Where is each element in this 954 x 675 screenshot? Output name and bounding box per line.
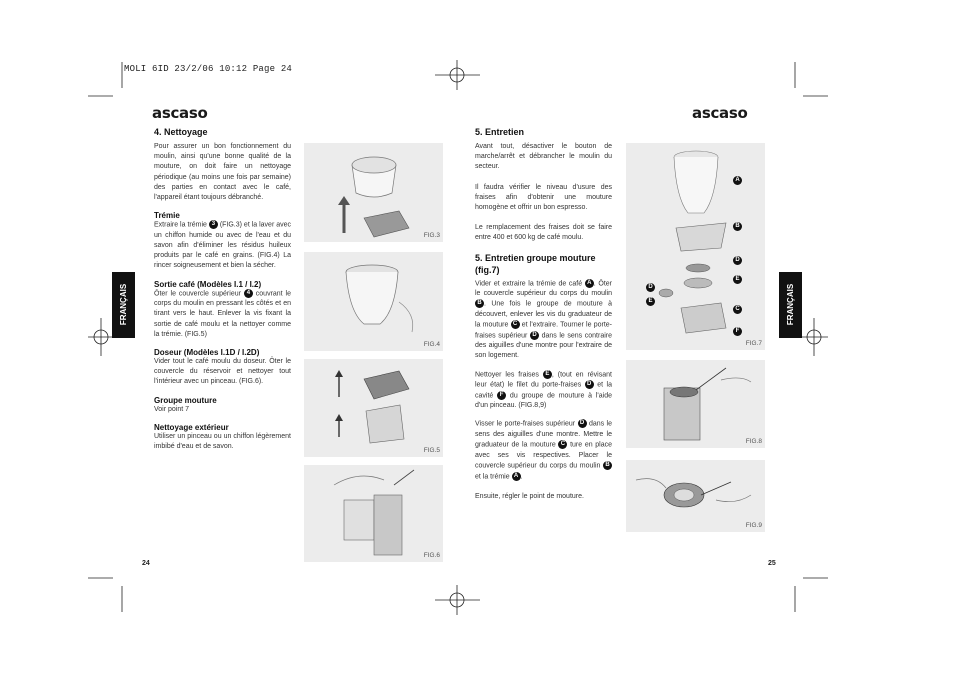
figure-6 xyxy=(304,465,443,562)
figure-3 xyxy=(304,143,443,242)
step-text: et l'extraire. xyxy=(521,321,559,329)
page-number-left: 24 xyxy=(142,560,150,567)
badge-a: A xyxy=(512,472,521,481)
tremie-text-a: Extraire la trémie xyxy=(154,221,207,229)
right-column-text: Avant tout, désactiver le bouton de marche/arrêt et débrancher le moulin du secteur. Il faudra vérifier le niveau d'usure des fraises afin d'obtenir une mouture homogène et offrir un bon espresso. Le remplacement des fraises doit se faire entre 400 et 600 kg de café moulu. 5. Entretien groupe mouture (fig.7) Vider et extraire la trémie de café A . Ôter le couvercle supérieur du corps du moulin B . Une fois le groupe de mouture à découvert, enlever les vis du graduateur de la mouture C et l'extraire. Tourner le porte-fraises supérieur D dans le sens contraire des aiguilles d'une montre pour l'extraire de son logement. Nettoyer les fraises E , (tout en révisant leur état) le filet du porte-fraises D et la cavité F du groupe de mouture à l'aide d'un pinceau. (FIG.8,9) Visser le porte-fraises supérieur D dans le sens des aiguilles d'une montre. Mettre le graduateur de la mouture C ture en place avec ses vis respectives. Placer le couvercle supérieur du corps du moulin B et la trémie A . Ensuite, régler le point de mouture. xyxy=(475,142,612,502)
fig-label: FIG.8 xyxy=(745,438,762,445)
page-number-right: 25 xyxy=(768,560,776,567)
fig7-badge-e: E xyxy=(733,275,742,284)
brand-logo-left: ascaso xyxy=(152,104,208,122)
entretien-p1: Avant tout, désactiver le bouton de marche/arrêt et débrancher le moulin du secteur. xyxy=(475,143,612,171)
step-text: , (tout en révisant leur état) le filet du porte-fraises xyxy=(475,370,612,389)
badge-c: C xyxy=(511,320,520,329)
tremie-heading: Trémie xyxy=(154,211,180,221)
step-text: et la cavité xyxy=(475,381,612,400)
fig7-badge-a: A xyxy=(733,176,742,185)
section-title-entretien: 5. Entretien xyxy=(475,127,525,137)
section-title-nettoyage: 4. Nettoyage xyxy=(154,127,208,137)
fig7-badge-c: C xyxy=(733,305,742,314)
step-text: ture en place avec ses vis respectives. Placer le couvercle supérieur du corps du moulin xyxy=(475,441,612,470)
step-text: et la trémie xyxy=(475,472,510,480)
registration-mark-bottom xyxy=(435,585,480,615)
groupe-heading: Groupe mouture xyxy=(154,395,217,405)
step-text: Visser le porte-fraises supérieur xyxy=(475,420,576,428)
step-text: Nettoyer les fraises xyxy=(475,370,539,378)
registration-mark-left xyxy=(88,318,115,356)
fig7-badge-d: D xyxy=(733,256,742,265)
groupe-text: Voir point 7 xyxy=(154,405,190,413)
language-tab-left: FRANÇAIS xyxy=(112,272,135,338)
fig-label: FIG.3 xyxy=(423,232,440,239)
language-tab-right: FRANÇAIS xyxy=(779,272,802,338)
sortie-text-a: Ôter le couvercle supérieur xyxy=(154,289,241,297)
figure-9 xyxy=(626,460,765,532)
badge-b: B xyxy=(603,461,612,470)
step-text: dans le sens contraire des aiguilles d'une montre pour l'extraire de son logement. xyxy=(475,332,612,360)
sortie-heading: Sortie café (Modèles I.1 / I.2) xyxy=(154,279,262,289)
fig7-badge-b: B xyxy=(733,222,742,231)
step-text: Tourner le porte-fraises supérieur xyxy=(475,321,612,340)
step-text: du groupe de mouture à l'aide d'un pinceau. (FIG.8,9) xyxy=(475,392,612,410)
badge-d: D xyxy=(530,331,539,340)
groupe-mouture-heading: 5. Entretien groupe mouture (fig.7) xyxy=(475,252,596,275)
fig-label: FIG.5 xyxy=(423,447,440,454)
step-text: . Une fois le groupe de mouture à découvert, enlever les vis du graduateur de la mouture xyxy=(475,300,612,329)
badge-b: B xyxy=(475,299,484,308)
badge-d: D xyxy=(578,419,587,428)
print-header: MOLI 6ID 23/2/06 10:12 Page 24 xyxy=(124,64,293,74)
figure-7 xyxy=(626,143,765,350)
step-text: dans le sens des aiguilles d'une montre. Mettre le graduateur de la mouture xyxy=(475,420,612,449)
registration-mark-top xyxy=(435,60,480,90)
doseur-text: Vider tout le café moulu du doseur. Ôter le couvercle du réservoir et nettoyer tout l'intérieur avec un pinceau. (FIG.6). xyxy=(154,357,291,386)
badge-a: A xyxy=(585,279,594,288)
badge-f: F xyxy=(497,391,506,400)
left-column-text xyxy=(154,142,291,452)
figure-4 xyxy=(304,252,443,351)
entretien-p2: Il faudra vérifier le niveau d'usure des fraises afin d'obtenir une mouture homogène et offrir un bon espresso. xyxy=(475,183,612,212)
fig7-badge-f: F xyxy=(733,327,742,336)
entretien-p3: Le remplacement des fraises doit se faire entre 400 et 600 kg de café moulu. xyxy=(475,224,612,242)
intro-paragraph: Pour assurer un bon fonctionnement du moulin, ainsi qu'une bonne qualité de la mouture, on doit faire un nettoyage périodique (au moins une fois par semaine) des parties en contact avec le café, l'appareil étant toujours débranché. xyxy=(154,143,291,202)
step-badge: 4 xyxy=(244,289,253,298)
brand-logo-right: ascaso xyxy=(692,104,748,122)
sortie-text-b: couvrant le corps du moulin en pressant les côtés et en tirant vers le haut. Enlever la vis fixant la sortie de café moulu et la nettoyer comme la trémie. (FIG.5) xyxy=(154,289,291,338)
fig-label: FIG.6 xyxy=(423,552,440,559)
badge-e: E xyxy=(543,370,552,379)
fig-label: FIG.7 xyxy=(745,340,762,347)
fig-label: FIG.9 xyxy=(745,522,762,529)
exterieur-text: Utiliser un pinceau ou un chiffon légèrement imbibé d'eau et de savon. xyxy=(154,432,291,450)
step-badge: 3 xyxy=(209,220,218,229)
doseur-heading: Doseur (Modèles I.1D / I.2D) xyxy=(154,347,260,357)
exterieur-heading: Nettoyage extérieur xyxy=(154,422,229,432)
badge-c: C xyxy=(558,440,567,449)
fig7-badge-e-left: E xyxy=(646,297,655,306)
fig-label: FIG.4 xyxy=(423,341,440,348)
figure-5 xyxy=(304,359,443,457)
entretien-end: Ensuite, régler le point de mouture. xyxy=(475,493,584,501)
step-text: Vider et extraire la trémie de café xyxy=(475,279,583,287)
badge-d: D xyxy=(585,380,594,389)
tremie-text-b: (FIG.3) et la laver avec un chiffon humide ou avec de l'eau et du savon afin d'éliminer les résidus huileux produits par le café en grains. (FIG.4) La rincer soigneusement et bien la sécher. xyxy=(154,221,292,270)
registration-mark-right xyxy=(800,318,828,356)
figure-8 xyxy=(626,360,765,448)
step-text: Ôter le couvercle supérieur du corps du moulin xyxy=(475,279,612,298)
fig7-badge-d-left: D xyxy=(646,283,655,292)
